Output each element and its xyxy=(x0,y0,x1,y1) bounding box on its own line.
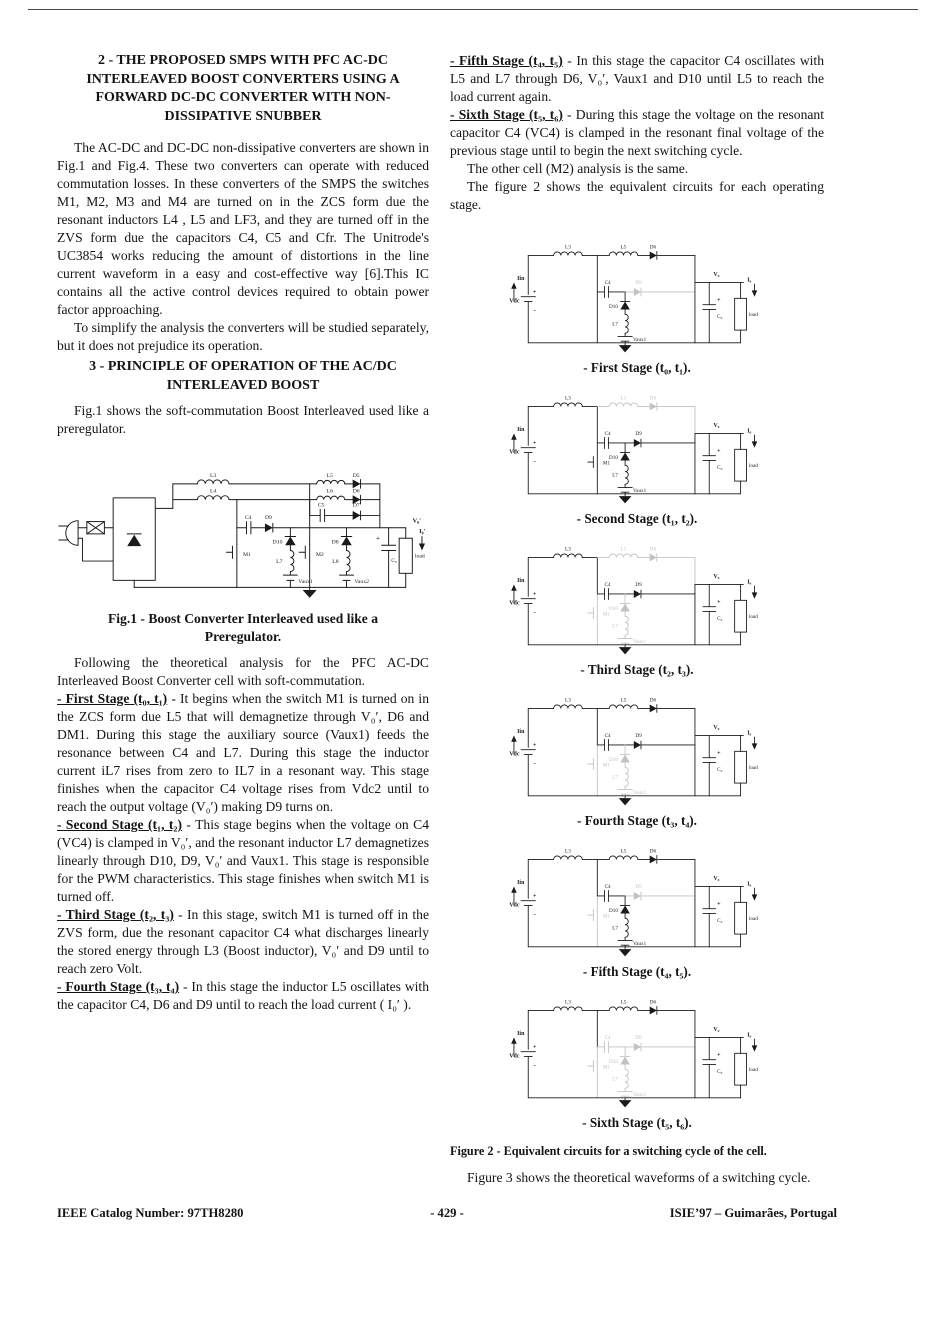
component-label: I₀′ xyxy=(419,527,426,535)
component-label: C4 xyxy=(244,514,252,521)
diode-d9 xyxy=(625,431,695,447)
component-label: C₀ xyxy=(717,766,723,773)
output-section xyxy=(695,423,758,494)
stage-body: - This stage begins when the voltage on C4 (VC4) is clamped in V₀′, and the resonant inductor L7 demagnetizes linearly through D10, D9, V₀′ and Vaux1. This stage is responsible for the PWM characteristics. This stage finishes when switch M1 is turned off. xyxy=(57,817,429,905)
stage-body: - In this stage the inductor L5 oscillates with the capacitor C4, D6 and D9 until to reach the load current ( I₀′ ). xyxy=(57,979,429,1013)
stage-body: - During this stage the voltage on the resonant capacitor C4 (VC4) is clamped in the resonant final voltage of the previous stage until to begin the next switching cycle. xyxy=(450,107,824,158)
two-column-layout xyxy=(57,52,824,1187)
component-label: C₀ xyxy=(717,616,723,623)
component-label: L3 xyxy=(565,244,571,251)
figure-1-diagram xyxy=(57,447,429,608)
boost-inductor-l3 xyxy=(528,244,597,255)
figure2-stage-4-circuit xyxy=(506,691,768,810)
component-label: I₀ xyxy=(747,579,752,586)
component-label: Vdc xyxy=(509,298,520,305)
switch-m1 xyxy=(588,594,611,645)
component-label: L3 xyxy=(565,546,571,553)
paragraph: The other cell (M2) analysis is the same. xyxy=(467,161,689,176)
component-label: C4 xyxy=(604,581,611,588)
paragraph: Figure 3 shows the theoretical waveforms of a switching cycle. xyxy=(467,1169,811,1185)
figure2-stage-2 xyxy=(450,389,824,527)
component-label: − xyxy=(533,912,537,919)
component-label: D10 xyxy=(609,303,618,310)
component-label: D6 xyxy=(649,697,657,704)
component-label: V₀ xyxy=(713,724,720,731)
component-label: M1 xyxy=(602,611,611,618)
figure2-stage-3 xyxy=(450,540,824,678)
stage-body: - In this stage the capacitor C4 oscillates with L5 and L7 through D6, V₀′, Vaux1 and D10 until L5 to reach the load current again. xyxy=(450,53,824,104)
vdc-source xyxy=(509,859,537,946)
component-label: Iin xyxy=(517,1030,525,1037)
stage-body: - In this stage, switch M1 is turned off in the ZVS form, due the resonant capacitor C4 what discharges linearly the stored energy through L3 (Boost inductor), V₀′ and D9 until to reach zero Volt. xyxy=(57,907,429,977)
component-label: + xyxy=(717,750,721,757)
component-label: C4 xyxy=(604,1034,611,1041)
component-label: load xyxy=(748,462,758,469)
paragraph: The AC-DC and DC-DC non-dissipative converters are shown in Fig.1 and Fig.4. These two converters can operate with reduced commutation losses. In these converters of the SMPS the switches M1, M2, M3 and M4 are turned on in the ZCS form due the resonant inductors L4 , L5 and LF3, and they are turned off in the ZVS form due the capacitors C4, C5 and Cfr. The Unitrode's UC3854 works reducing the amount of distortions in the line current waveform in a easy and cost-effective way [6].This IC contains all the active control devices required to obtain power factor approaching. xyxy=(57,140,429,317)
left-column xyxy=(57,52,429,1187)
c5-d7-branch xyxy=(310,500,380,522)
auxiliary-branch xyxy=(609,292,647,343)
component-label: D7 xyxy=(352,502,360,509)
component-label: V₀ xyxy=(713,1026,720,1033)
figure2-stage-1-caption: - First Stage (t₀, t₁). xyxy=(583,360,691,376)
output-section xyxy=(695,725,758,796)
component-label: L4 xyxy=(210,488,217,495)
paragraph: The figure 2 shows the equivalent circuits for each operating stage. xyxy=(450,179,824,212)
aux-branch-2 xyxy=(332,528,369,588)
component-label: Vdc xyxy=(509,751,520,758)
component-label: L5 xyxy=(620,244,627,251)
component-label: − xyxy=(533,459,537,466)
component-label: C4 xyxy=(604,883,611,890)
component-label: L5 xyxy=(326,472,334,479)
ground-icon xyxy=(303,587,317,598)
component-label: V₀ xyxy=(713,573,720,580)
switch-m1 xyxy=(588,896,611,947)
component-label: L5 xyxy=(620,848,627,855)
auxiliary-branch xyxy=(609,594,647,645)
component-label: + xyxy=(533,893,537,900)
component-label: Vaux2 xyxy=(354,578,369,585)
component-label: L3 xyxy=(565,998,571,1005)
diode-d9 xyxy=(625,582,695,598)
diode-d9 xyxy=(625,884,695,900)
ac-plug-icon xyxy=(59,521,78,546)
component-label: I₀ xyxy=(747,277,752,284)
right-column xyxy=(450,52,824,1187)
ground-icon xyxy=(619,494,632,504)
figure2-stage-3-circuit xyxy=(506,540,768,659)
stage-paragraph-fourth xyxy=(57,978,429,1014)
component-label: C₀ xyxy=(717,1068,723,1075)
component-label: + xyxy=(533,440,537,447)
component-label: L7 xyxy=(612,925,618,932)
l5-d6-branch xyxy=(597,395,695,433)
component-label: − xyxy=(533,610,537,617)
component-label: Iin xyxy=(517,426,525,433)
component-label: Iin xyxy=(517,577,525,584)
figure2-stage-6 xyxy=(450,993,824,1131)
figure2-stage-1-circuit xyxy=(506,238,768,357)
figure2-stage-1 xyxy=(450,238,824,376)
component-label: D10 xyxy=(609,605,618,612)
component-label: L7 xyxy=(612,623,618,630)
auxiliary-branch xyxy=(609,1047,647,1098)
component-label: L7 xyxy=(612,321,618,328)
bridge-rectifier xyxy=(113,498,155,580)
component-label: L7 xyxy=(612,1075,618,1082)
capacitor-c4 xyxy=(597,431,625,448)
figure-2 xyxy=(450,238,824,1131)
component-label: + xyxy=(717,297,721,304)
component-label: L8 xyxy=(332,558,339,565)
switch-m1 xyxy=(588,443,611,494)
component-label: D9 xyxy=(264,514,272,521)
scan-artifact-line xyxy=(28,9,918,10)
figure2-stage-6-circuit xyxy=(506,993,768,1112)
output-section xyxy=(695,876,758,947)
component-label: D6 xyxy=(649,998,657,1005)
component-label: L6 xyxy=(326,488,334,495)
stage-heading: - Fifth Stage (t₄, t₅) xyxy=(450,53,563,68)
component-label: D9 xyxy=(635,732,642,739)
ground-icon xyxy=(619,645,632,655)
diode-d9 xyxy=(625,1035,695,1051)
stage-heading: - Second Stage (t₁, t₂) xyxy=(57,817,183,833)
vdc-source xyxy=(509,1010,537,1097)
capacitor-c4 xyxy=(597,733,625,750)
component-label: + xyxy=(533,1044,537,1051)
ground-icon xyxy=(619,1097,632,1107)
figure2-stage-5-caption: - Fifth Stage (t₄, t₅). xyxy=(582,963,692,979)
component-label: load xyxy=(748,1066,758,1073)
figure2-stage-5 xyxy=(450,842,824,980)
vdc-source xyxy=(509,255,537,342)
l5-d6-branch xyxy=(597,848,695,886)
ground-icon xyxy=(619,946,632,956)
line-filter-box xyxy=(78,522,113,561)
capacitor-c4 xyxy=(597,280,625,297)
section-2-heading: 2 - THE PROPOSED SMPS WITH PFC AC-DC INTERLEAVED BOOST CONVERTERS USING A FORWARD DC-DC CONVERTER WITH NON-DISSIPATIVE SNUBBER xyxy=(86,53,400,124)
component-label: Vaux1 xyxy=(633,1091,647,1098)
output-section xyxy=(695,574,758,645)
component-label: + xyxy=(533,591,537,598)
component-label: M1 xyxy=(602,762,611,769)
capacitor-c4 xyxy=(597,1035,625,1052)
stage-heading: - First Stage (t₀, t₁) xyxy=(57,691,168,707)
diode-d9 xyxy=(625,733,695,749)
component-label: L5 xyxy=(620,998,627,1005)
component-label: M1 xyxy=(602,913,611,920)
auxiliary-branch xyxy=(609,745,647,796)
component-label: load xyxy=(748,311,758,318)
figure2-stage-2-circuit xyxy=(506,389,768,508)
component-label: C₀ xyxy=(717,314,723,321)
component-label: load xyxy=(414,553,425,560)
boost-inductor-l3 xyxy=(528,697,597,708)
component-label: V₀ xyxy=(713,423,720,430)
boost-inductor-l3 xyxy=(528,395,597,406)
component-label: + xyxy=(717,599,721,606)
component-label: Vaux1 xyxy=(298,578,313,585)
paragraph: Following the theoretical analysis for the PFC AC-DC Interleaved Boost Converter cell with soft-commutation. xyxy=(57,655,429,689)
component-label: + xyxy=(717,1052,721,1059)
component-label: − xyxy=(533,308,537,315)
footer-conference: ISIE’97 – Guimarães, Portugal xyxy=(669,1206,837,1220)
component-label: Iin xyxy=(517,879,525,886)
component-label: L7 xyxy=(612,774,618,781)
component-label: Vaux1 xyxy=(633,488,647,495)
capacitor-c4 xyxy=(597,884,625,901)
stage-heading: - Sixth Stage (t₅, t₆) xyxy=(450,107,563,122)
component-label: L7 xyxy=(276,558,283,565)
component-label: Vdc xyxy=(509,901,520,908)
figure2-stage-5-circuit xyxy=(506,842,768,961)
component-label: C4 xyxy=(604,280,611,287)
section-3-heading: 3 - PRINCIPLE OF OPERATION OF THE AC/DC INTERLEAVED BOOST xyxy=(89,359,397,393)
component-label: C₀ xyxy=(717,917,723,924)
diode-d9 xyxy=(625,280,695,296)
figure-1 xyxy=(57,447,429,646)
component-label: Vaux1 xyxy=(633,337,647,344)
figure2-stage-4 xyxy=(450,691,824,829)
l5-d6-branch xyxy=(597,999,695,1037)
component-label: D9 xyxy=(635,581,642,588)
component-label: L5 xyxy=(620,546,627,553)
component-label: L3 xyxy=(210,472,217,479)
capacitor-c4 xyxy=(597,582,625,599)
component-label: D6 xyxy=(649,395,657,402)
component-label: D6 xyxy=(649,546,657,553)
component-label: − xyxy=(533,761,537,768)
ground-icon xyxy=(619,343,632,353)
boost-inductor-l3 xyxy=(528,546,597,557)
boost-inductor-l3 xyxy=(528,848,597,859)
component-label: D6 xyxy=(649,244,657,251)
switch-m1 xyxy=(226,500,251,588)
output-section xyxy=(695,1027,758,1098)
component-label: L3 xyxy=(565,697,571,704)
component-label: V₀ xyxy=(713,875,720,882)
aux-branch-1 xyxy=(273,528,313,588)
component-label: L7 xyxy=(612,472,618,479)
component-label: Vaux1 xyxy=(633,639,647,646)
output-section xyxy=(376,517,426,587)
component-label: L5 xyxy=(620,395,627,402)
l5-d6-branch xyxy=(597,244,695,282)
figure2-stage-2-caption: - Second Stage (t₁, t₂). xyxy=(576,511,698,526)
auxiliary-branch xyxy=(609,443,647,494)
component-label: I₀ xyxy=(747,730,752,737)
component-label: C₀ xyxy=(391,557,398,564)
component-label: D9 xyxy=(635,430,642,437)
component-label: Iin xyxy=(517,276,525,283)
paragraph: To simplify the analysis the converters will be studied separately, but it does not prejudice its operation. xyxy=(57,320,429,353)
component-label: D10 xyxy=(609,756,618,763)
component-label: + xyxy=(717,448,721,455)
component-label: Vaux1 xyxy=(633,789,647,796)
component-label: + xyxy=(376,534,380,542)
component-label: + xyxy=(717,901,721,908)
footer-page-number: - 429 - xyxy=(430,1206,464,1220)
component-label: M1 xyxy=(602,1064,611,1071)
l5-d5-branch xyxy=(310,473,380,488)
stage-paragraph-sixth xyxy=(450,106,824,160)
output-section xyxy=(695,272,758,343)
stage-paragraph-first xyxy=(57,690,429,816)
component-label: I₀ xyxy=(747,881,752,888)
component-label: C₀ xyxy=(717,465,723,472)
boost-inductor-l3 xyxy=(528,999,597,1010)
switch-m1 xyxy=(588,745,611,796)
component-label: M1 xyxy=(243,551,251,558)
component-label: load xyxy=(748,915,758,922)
switch-m1 xyxy=(588,1047,611,1098)
component-label: D9 xyxy=(635,1034,642,1041)
stage-heading: - Fourth Stage (t₃, t₄) xyxy=(57,979,180,995)
footer-catalog-number: IEEE Catalog Number: 97TH8280 xyxy=(57,1206,244,1220)
figure2-stage-4-caption: - Fourth Stage (t₃, t₄). xyxy=(577,812,697,828)
c4-d9-rail xyxy=(237,515,380,534)
component-label: D10 xyxy=(272,539,283,546)
figure-2-caption: Figure 2 - Equivalent circuits for a switching cycle of the cell. xyxy=(450,1143,767,1158)
component-label: L3 xyxy=(565,395,571,402)
component-label: Vaux1 xyxy=(633,940,647,947)
component-label: D9 xyxy=(635,280,642,287)
component-label: D10 xyxy=(609,907,618,914)
stage-paragraph-second xyxy=(57,816,429,906)
component-label: C4 xyxy=(604,430,611,437)
component-label: V₀′ xyxy=(412,517,422,525)
component-label: C5 xyxy=(317,502,325,509)
component-label: Vdc xyxy=(509,1052,520,1059)
component-label: C4 xyxy=(604,732,611,739)
component-label: load xyxy=(748,613,758,620)
l5-d6-branch xyxy=(597,546,695,584)
ground-icon xyxy=(619,796,632,806)
component-label: Iin xyxy=(517,728,525,735)
component-label: D10 xyxy=(609,1058,618,1065)
component-label: − xyxy=(533,1063,537,1070)
component-label: D5 xyxy=(352,472,360,479)
component-label: I₀ xyxy=(747,428,752,435)
component-label: M2 xyxy=(315,551,324,558)
page-footer xyxy=(57,1206,837,1221)
figure2-stage-6-caption: - Sixth Stage (t₅, t₆). xyxy=(582,1114,692,1130)
auxiliary-branch xyxy=(609,896,647,947)
stage-heading: - Third Stage (t₂, t₃) xyxy=(57,907,174,923)
l6-d6-branch xyxy=(310,489,380,504)
component-label: D9 xyxy=(635,883,642,890)
component-label: + xyxy=(533,289,537,296)
component-label: I₀ xyxy=(747,1032,752,1039)
boost-inductor-l4 xyxy=(173,489,310,500)
component-label: D6 xyxy=(649,848,657,855)
component-label: load xyxy=(748,764,758,771)
component-label: Vdc xyxy=(509,449,520,456)
figure-1-caption: Fig.1 - Boost Converter Interleaved used like a Preregulator. xyxy=(107,611,379,645)
vdc-source xyxy=(509,708,537,795)
component-label: V₀ xyxy=(713,272,720,279)
component-label: D6 xyxy=(352,488,360,495)
stage-paragraph-fifth xyxy=(450,52,824,106)
component-label: D8 xyxy=(331,539,339,546)
component-label: + xyxy=(533,742,537,749)
vdc-source xyxy=(509,406,537,493)
stage-paragraph-third xyxy=(57,906,429,978)
boost-inductor-l3 xyxy=(173,473,310,484)
component-label: Vdc xyxy=(509,600,520,607)
stage-body: - It begins when the switch M1 is turned on in the ZCS form due L5 that will demagnetize through V₀′, D6 and DM1. During this stage the auxiliary source (Vaux1) feeds the resonance between C4 and L7. During this stage the inductor current iL7 rises from zero to IL7 in a resonant way. This stage finishes when the capacitor C4 voltage rises from Vdc2 until to reach the output voltage (V₀′) making D9 turns on. xyxy=(57,691,429,815)
figure1-circuit xyxy=(57,447,429,603)
component-label: L5 xyxy=(620,697,627,704)
figure2-stage-3-caption: - Third Stage (t₂, t₃). xyxy=(580,661,694,677)
component-label: D10 xyxy=(609,454,618,461)
component-label: M1 xyxy=(602,460,611,467)
component-label: L3 xyxy=(565,848,571,855)
paragraph: Fig.1 shows the soft-commutation Boost Interleaved used like a preregulator. xyxy=(57,403,429,436)
l5-d6-branch xyxy=(597,697,695,735)
vdc-source xyxy=(509,557,537,644)
